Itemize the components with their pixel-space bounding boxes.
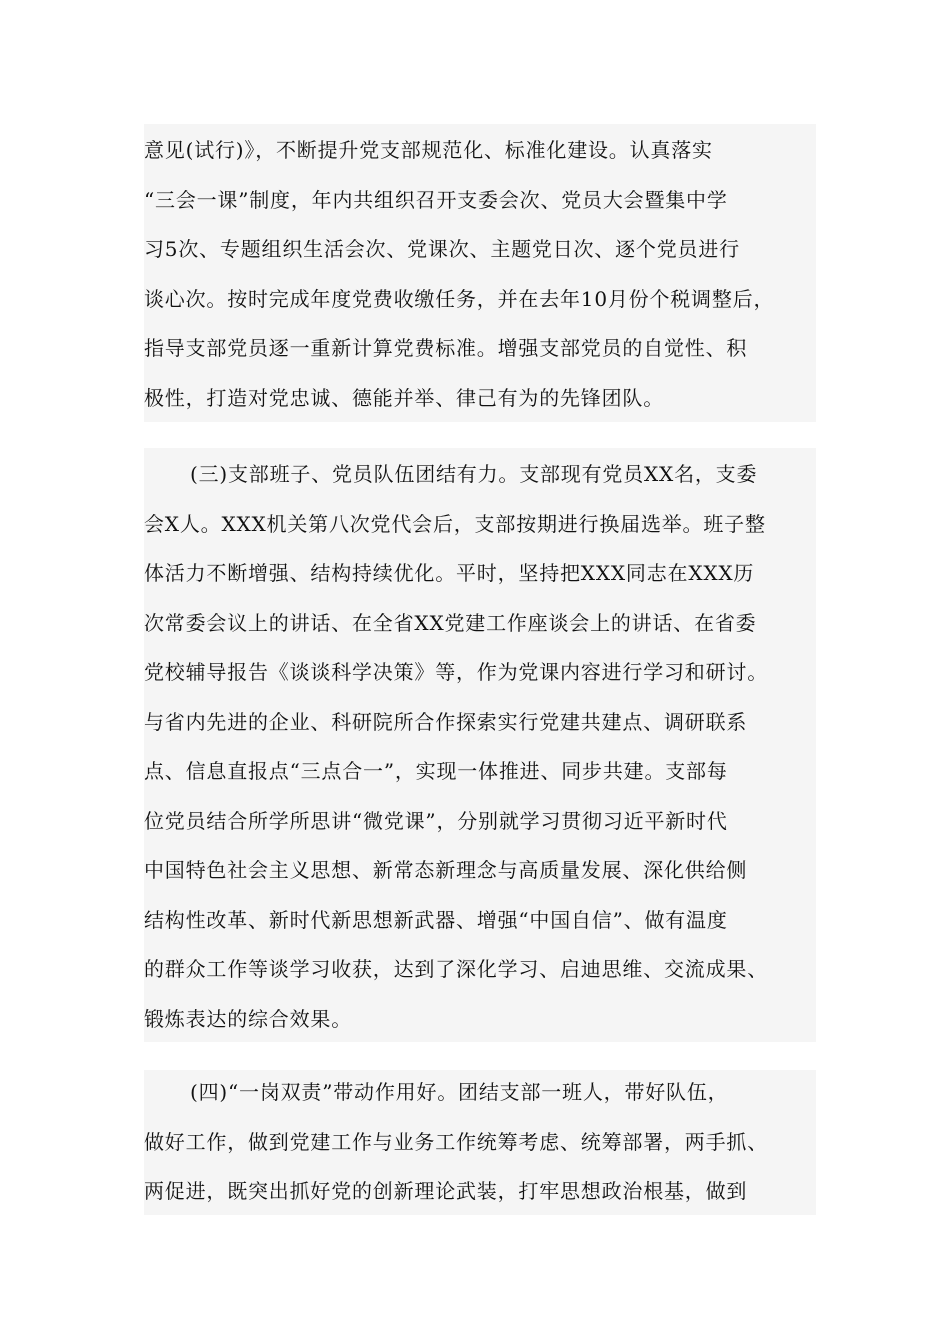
text-line: 位党员结合所学所思讲“微党课”，分别就学习贯彻习近平新时代 — [144, 808, 728, 833]
text-line: 极性，打造对党忠诚、德能并举、律己有为的先锋团队。 — [144, 385, 664, 410]
paragraph-2-tail — [144, 124, 816, 422]
text-line: 的群众工作等谈学习收获，达到了深化学习、启迪思维、交流成果、 — [144, 957, 768, 981]
text-line: 次常委会议上的讲话、在全省XX党建工作座谈会上的讲话、在省委 — [144, 610, 757, 635]
text-line: 结构性改革、新时代新思想新武器、增强“中国自信”、做有温度 — [144, 907, 728, 932]
text-line: 与省内先进的企业、科研院所合作探索实行党建共建点、调研联系 — [144, 709, 748, 734]
text-line: 意见(试行)》，不断提升党支部规范化、标准化建设。认真落实 — [144, 138, 713, 162]
text-line: 体活力不断增强、结构持续优化。平时，坚持把XXX同志在XXX历 — [144, 561, 755, 585]
text-line: 两促进，既突出抓好党的创新理论武装，打牢思想政治根基，做到 — [144, 1179, 748, 1203]
text-line: (四)“一岗双责”带动作用好。团结支部一班人，带好队伍， — [190, 1080, 729, 1104]
text-line: 锻炼表达的综合效果。 — [144, 1006, 352, 1031]
text-line: 中国特色社会主义思想、新常态新理念与高质量发展、深化供给侧 — [144, 858, 748, 882]
text-line: 点、信息直报点“三点合一”，实现一体推进、同步共建。支部每 — [144, 759, 728, 783]
paragraph-3 — [144, 448, 816, 1042]
text-line: 会X人。XXX机关第八次党代会后，支部按期进行换届选举。班子整 — [144, 511, 766, 536]
text-line: 指导支部党员逐一重新计算党费标准。增强支部党员的自觉性、积 — [144, 336, 748, 360]
paragraph-4-head — [144, 1070, 816, 1215]
text-line: 谈心次。按时完成年度党费收缴任务，并在去年10月份个税调整后， — [144, 286, 775, 311]
text-line: 党校辅导报告《谈谈科学决策》等，作为党课内容进行学习和研讨。 — [144, 660, 768, 684]
text-line: 做好工作，做到党建工作与业务工作统筹考虑、统筹部署，两手抓、 — [144, 1129, 768, 1154]
text-line: 习5次、专题组织生活会次、党课次、主题党日次、逐个党员进行 — [144, 237, 740, 261]
text-line: “三会一课”制度，年内共组织召开支委会次、党员大会暨集中学 — [144, 187, 728, 212]
text-line: (三)支部班子、党员队伍团结有力。支部现有党员XX名，支委 — [190, 462, 758, 486]
